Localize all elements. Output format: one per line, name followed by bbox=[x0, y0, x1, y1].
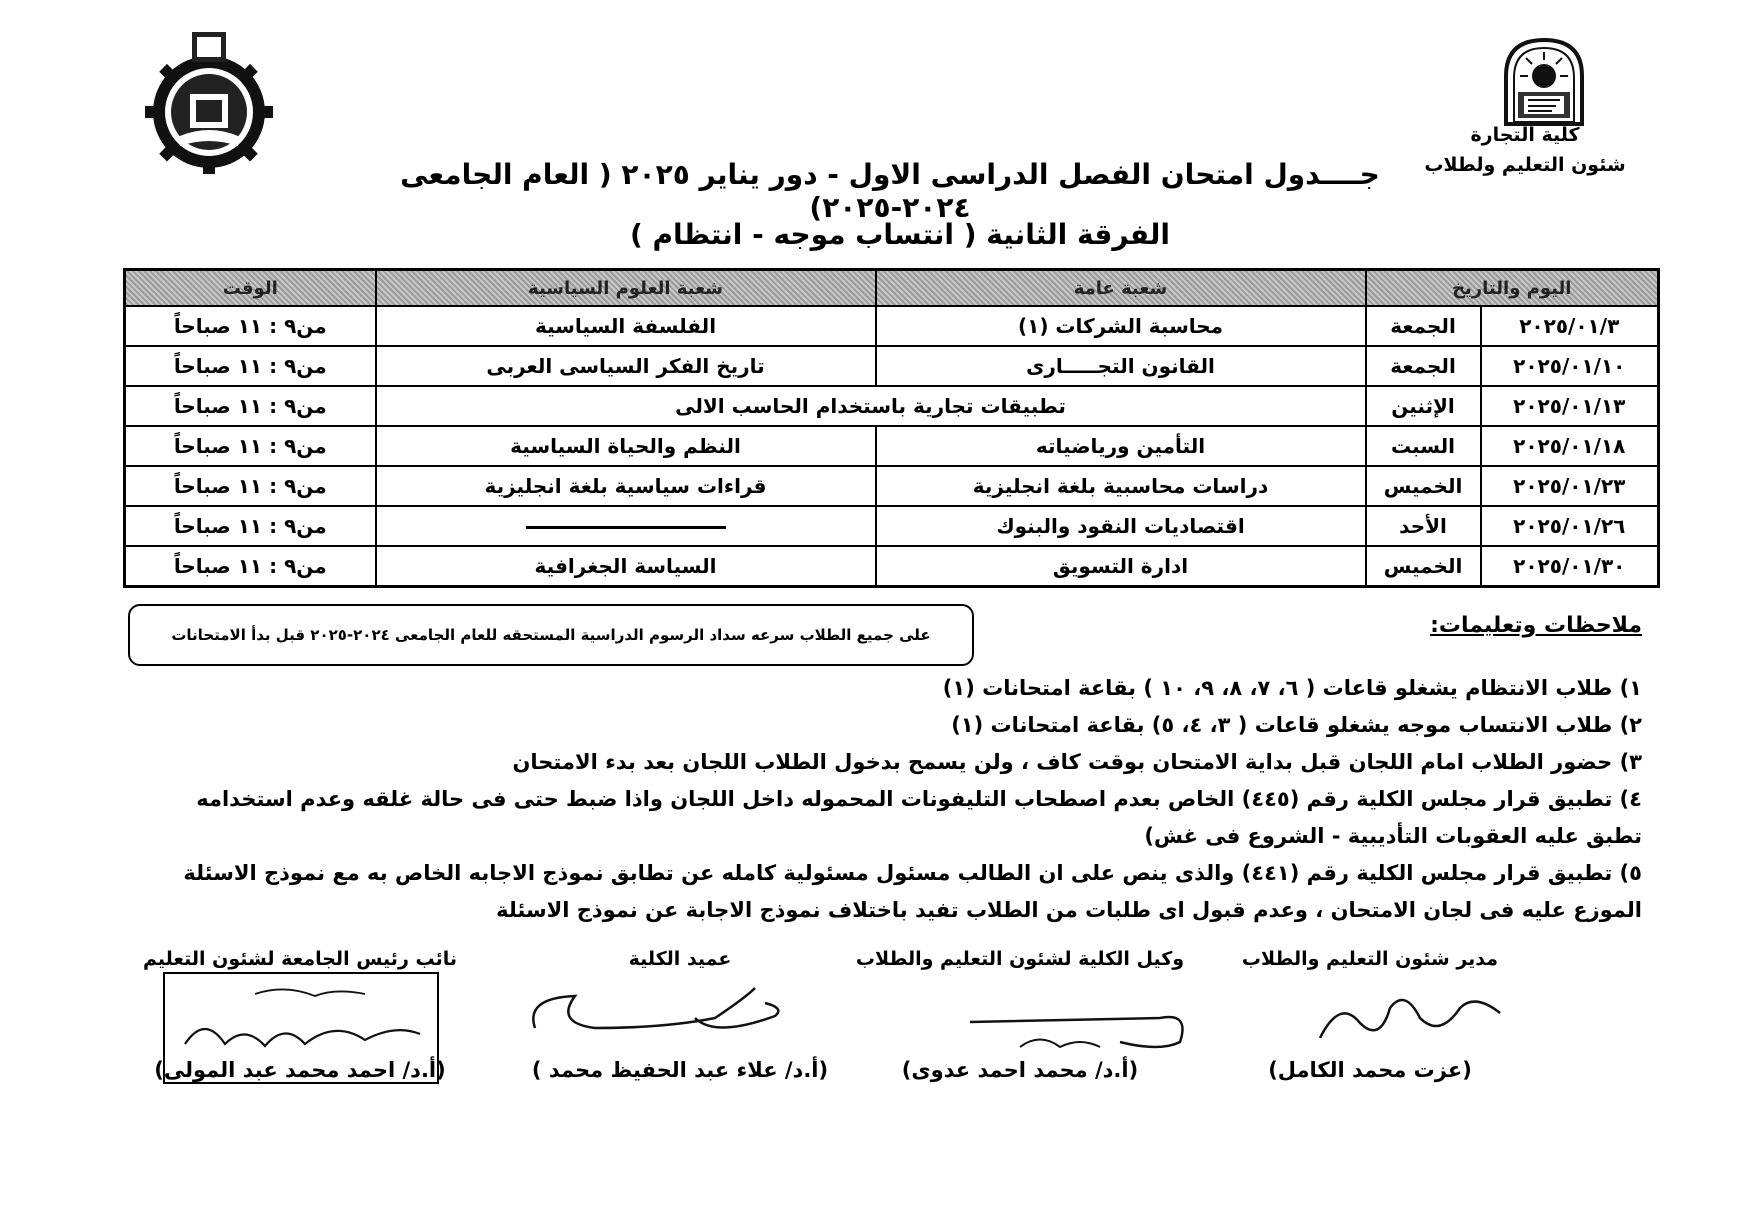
cell-merged-subject: تطبيقات تجارية باستخدام الحاسب الالى bbox=[376, 386, 1366, 426]
cell-time: من٩ : ١١ صباحاً bbox=[125, 306, 376, 346]
exam-schedule bbox=[123, 268, 1657, 588]
page-title: جــــدول امتحان الفصل الدراسى الاول - دور يناير ٢٠٢٥ ( العام الجامعى ٢٠٢٤-٢٠٢٥) bbox=[400, 158, 1380, 224]
cell-date: ٢٠٢٥/٠١/٢٦ bbox=[1481, 506, 1659, 546]
signature-3-scribble bbox=[515, 978, 795, 1058]
signatory-name-4: (أ.د/ احمد محمد عبد المولى) bbox=[154, 1058, 446, 1082]
cell-politics: السياسة الجغرافية bbox=[376, 546, 876, 587]
instruction-item: ٣) حضور الطلاب امام اللجان قبل بداية الامتحان بوقت كاف ، ولن يسمح بدخول الطلاب اللجان بعد بدء الامتحان bbox=[512, 750, 1642, 774]
cell-general: محاسبة الشركات (١) bbox=[876, 306, 1366, 346]
cell-day: الجمعة bbox=[1366, 306, 1481, 346]
fee-notice-text: على جميع الطلاب سرعه سداد الرسوم الدراسية المستحقه للعام الجامعى ٢٠٢٤-٢٠٢٥ قبل بدأ الامتحانات bbox=[171, 626, 931, 644]
cell-general: القانون التجـــــارى bbox=[876, 346, 1366, 386]
fee-notice-box bbox=[128, 604, 974, 666]
cell-day: الخميس bbox=[1366, 546, 1481, 587]
cell-date: ٢٠٢٥/٠١/٢٣ bbox=[1481, 466, 1659, 506]
cell-date: ٢٠٢٥/٠١/١٠ bbox=[1481, 346, 1659, 386]
signatory-name-3: (أ.د/ علاء عبد الحفيظ محمد ) bbox=[531, 1058, 829, 1082]
header-day-date: اليوم والتاريخ bbox=[1366, 270, 1659, 307]
department-name: شئون التعليم ولطلاب bbox=[1424, 154, 1626, 176]
cell-day: الخميس bbox=[1366, 466, 1481, 506]
signatory-name-1: (عزت محمد الكامل) bbox=[1268, 1058, 1472, 1082]
cell-politics: تاريخ الفكر السياسى العربى bbox=[376, 346, 876, 386]
table-row bbox=[125, 506, 1659, 546]
college-heading bbox=[1415, 120, 1635, 180]
table-header-row bbox=[125, 270, 1659, 307]
empty-dash-line bbox=[526, 526, 726, 529]
header-politics: شعبة العلوم السياسية bbox=[376, 270, 876, 307]
cell-date: ٢٠٢٥/٠١/٣ bbox=[1481, 306, 1659, 346]
cell-politics: النظم والحياة السياسية bbox=[376, 426, 876, 466]
cell-day: السبت bbox=[1366, 426, 1481, 466]
cell-general: دراسات محاسبية بلغة انجليزية bbox=[876, 466, 1366, 506]
cell-day: الجمعة bbox=[1366, 346, 1481, 386]
university-emblem bbox=[140, 28, 278, 176]
table-row bbox=[125, 306, 1659, 346]
cell-time: من٩ : ١١ صباحاً bbox=[125, 426, 376, 466]
header-general: شعبة عامة bbox=[876, 270, 1366, 307]
cell-day: الإثنين bbox=[1366, 386, 1481, 426]
cell-time: من٩ : ١١ صباحاً bbox=[125, 466, 376, 506]
header-time: الوقت bbox=[125, 270, 376, 307]
cell-politics-empty bbox=[376, 506, 876, 546]
cell-general: ادارة التسويق bbox=[876, 546, 1366, 587]
exam-schedule-table bbox=[123, 268, 1660, 588]
signatory-title-2: وكيل الكلية لشئون التعليم والطلاب bbox=[855, 948, 1185, 970]
cell-time: من٩ : ١١ صباحاً bbox=[125, 546, 376, 587]
signatory-title-1: مدير شئون التعليم والطلاب bbox=[1241, 948, 1499, 970]
instruction-item: ١) طلاب الانتظام يشغلو قاعات ( ٦، ٧، ٨، ٩، ١٠ ) بقاعة امتحانات (١) bbox=[942, 676, 1642, 700]
signatory-name-2: (أ.د/ محمد احمد عدوى) bbox=[901, 1058, 1139, 1082]
page-subtitle: الفرقة الثانية ( انتساب موجه - انتظام ) bbox=[629, 218, 1170, 251]
notes-heading: ملاحظات وتعليمات: bbox=[1430, 613, 1642, 638]
cell-time: من٩ : ١١ صباحاً bbox=[125, 386, 376, 426]
table-row bbox=[125, 546, 1659, 587]
cell-time: من٩ : ١١ صباحاً bbox=[125, 506, 376, 546]
instruction-item: ٥) تطبيق قرار مجلس الكلية رقم (٤٤١) والذى ينص على ان الطالب مسئول مسئولية كامله عن تطابق نموذج الاجابه الخاص به مع نموذج الاسئلة الموزع عليه فى لجان الامتحان ، وعدم قبول اى طلبات من الطلاب تفيد باختلاف نموذج الاجابة عن نموذج الاسئلة bbox=[183, 861, 1642, 922]
table-row bbox=[125, 466, 1659, 506]
cell-politics: الفلسفة السياسية bbox=[376, 306, 876, 346]
signature-1-scribble bbox=[1310, 988, 1510, 1048]
instructions-list bbox=[142, 670, 1642, 929]
cell-politics: قراءات سياسية بلغة انجليزية bbox=[376, 466, 876, 506]
cell-date: ٢٠٢٥/٠١/١٣ bbox=[1481, 386, 1659, 426]
college-emblem bbox=[1498, 36, 1590, 126]
table-row bbox=[125, 386, 1659, 426]
cell-date: ٢٠٢٥/٠١/١٨ bbox=[1481, 426, 1659, 466]
table-row bbox=[125, 426, 1659, 466]
signature-2-scribble bbox=[960, 992, 1210, 1062]
table-row bbox=[125, 346, 1659, 386]
cell-general: التأمين ورياضياته bbox=[876, 426, 1366, 466]
cell-date: ٢٠٢٥/٠١/٣٠ bbox=[1481, 546, 1659, 587]
instruction-item: ٢) طلاب الانتساب موجه يشغلو قاعات ( ٣، ٤، ٥) بقاعة امتحانات (١) bbox=[951, 713, 1642, 737]
signatory-title-3: عميد الكلية bbox=[628, 948, 732, 970]
cell-time: من٩ : ١١ صباحاً bbox=[125, 346, 376, 386]
instruction-item: ٤) تطبيق قرار مجلس الكلية رقم (٤٤٥) الخاص بعدم اصطحاب التليفونات المحموله داخل اللجان واذا ضبط حتى فى حالة غلقه وعدم استخدامه تطبق عليه العقوبات التأديبية - الشروع فى غش) bbox=[196, 787, 1642, 848]
signatory-title-4: نائب رئيس الجامعة لشئون التعليم bbox=[142, 948, 458, 970]
cell-general: اقتصاديات النقود والبنوك bbox=[876, 506, 1366, 546]
cell-day: الأحد bbox=[1366, 506, 1481, 546]
college-name: كلية التجارة bbox=[1470, 124, 1580, 146]
